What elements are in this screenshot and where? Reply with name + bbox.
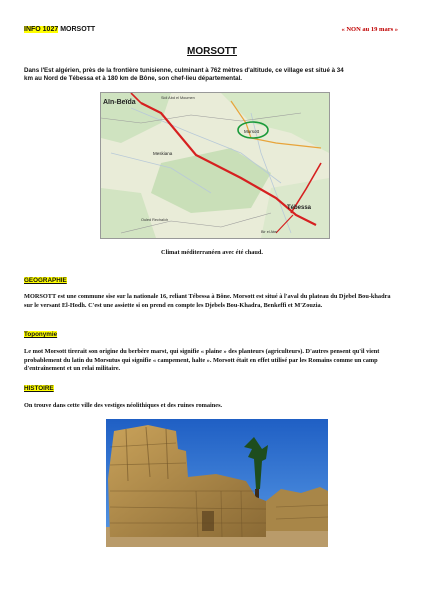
map-label-ain-beida: Aïn-Beïda (103, 99, 136, 106)
section-heading-toponymie (24, 331, 57, 338)
region-map-graphic (101, 93, 329, 238)
page-title: MORSOTT (187, 46, 237, 57)
section-heading-toponymie-text: Toponymie (24, 331, 58, 338)
section-text-histoire: On trouve dans cette ville des vestiges néolithiques et des ruines romaines. (24, 402, 223, 409)
map-label-ouled-rechaich: Ouled Rechaïch (141, 218, 169, 222)
tagline: « NON au 19 mars » (341, 26, 398, 33)
section-heading-histoire (24, 385, 54, 392)
map-label-meskiana: Meskiana (153, 151, 173, 156)
section-heading-geographie-text: GEOGRAPHIE (24, 277, 67, 284)
map-label-bir-el-ater: Bir el Ater (261, 230, 278, 234)
section-heading-geographie (24, 277, 67, 284)
info-number: INFO 1027 (24, 26, 59, 33)
intro-paragraph: Dans l'Est algérien, près de la frontière tunisienne, culminant à 762 mètres d'altitude, ce village est situé à 34 km au Nord de Tébessa et à 180 km de Bône, son chef-lieu départemental. (24, 67, 344, 83)
map-label-tebessa: Tébessa (287, 205, 312, 211)
section-text-geographie: MORSOTT est une commune sise sur la nationale 16, reliant Tébessa à Bône. Morsott est situé à l'aval du plateau du Djebel Bou-khadra sur le versant El-Hodh. C'est une assiette si on prend en compte les Djebels Bou-Khadra, Benkeffi et M'Zouzia. (24, 293, 391, 309)
info-name: MORSOTT (60, 26, 96, 33)
section-text-toponymie: Le mot Morsott tirerait son origine du berbère marst, qui signifie « plaine » des planteurs (agriculteurs). D'autres pensent qu'il vient probablement du latin du Morsutus qui signifie « campement, halte ». Morsott était en effet utilisé par les Romains comme un camp d'entraînement et un relai militaire. (24, 348, 380, 373)
roman-ruins-photo (106, 419, 328, 547)
map-label-morsott: Morsott (244, 129, 260, 134)
region-map (100, 92, 330, 239)
map-caption: Climat méditerranéen avec été chaud. (161, 249, 263, 256)
section-heading-histoire-text: HISTOIRE (24, 385, 54, 392)
map-label-sidi-abd-el-moumen: Sidi Abd el Moumen (161, 96, 195, 100)
info-header (24, 26, 95, 33)
roman-ruins-photo-graphic (106, 419, 328, 547)
